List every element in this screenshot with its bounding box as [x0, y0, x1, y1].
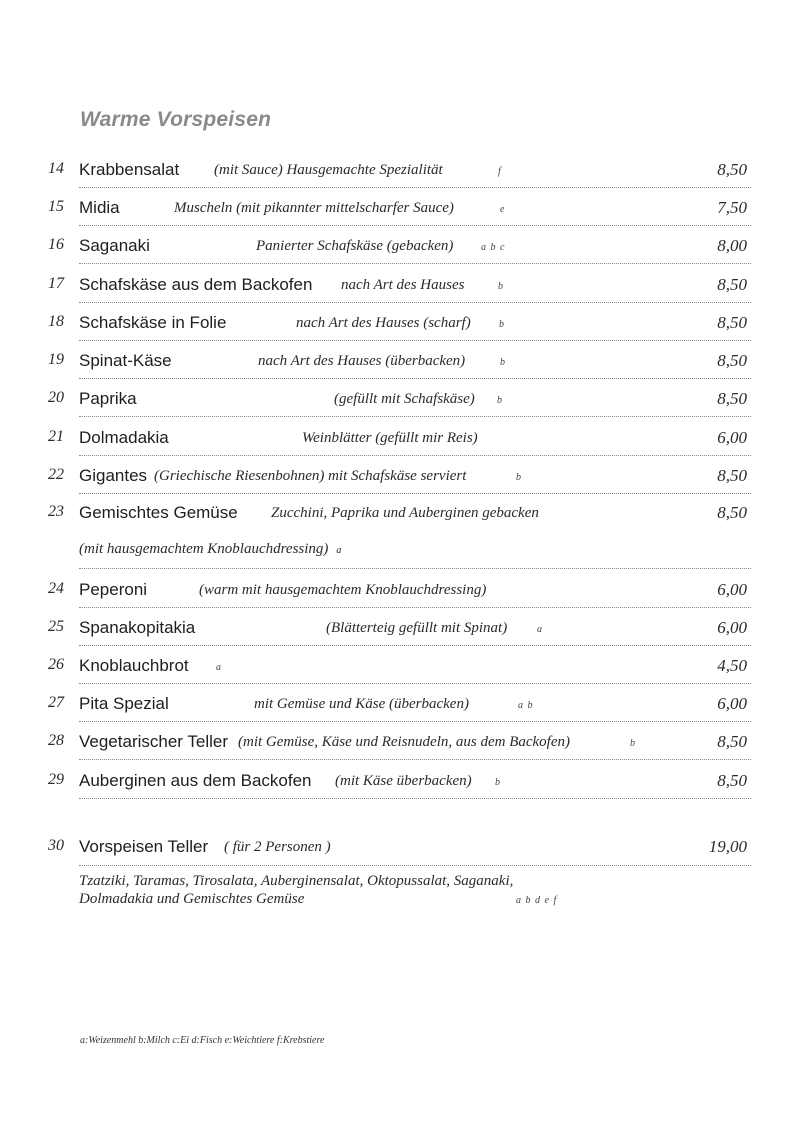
- item-price: 6,00: [717, 618, 747, 637]
- item-name: Spinat-Käse: [79, 351, 172, 370]
- item-number: 14: [48, 160, 64, 177]
- section-title: Warme Vorspeisen: [80, 108, 272, 131]
- item-number: 20: [48, 389, 64, 406]
- item-allergens: b: [630, 738, 636, 749]
- item-allergens: a: [537, 624, 543, 635]
- item-allergens: e: [500, 204, 506, 215]
- item-number: 25: [48, 618, 64, 635]
- item-description: Muscheln (mit pikannter mittelscharfer Sauce): [174, 200, 454, 216]
- item-number: 23: [48, 503, 64, 520]
- item-name: Spanakopitakia: [79, 618, 196, 637]
- item-price: 8,50: [717, 160, 747, 179]
- item-allergens: b: [497, 395, 503, 406]
- divider: [79, 455, 751, 456]
- item-number: 19: [48, 351, 64, 368]
- item-description: (gefüllt mit Schafskäse): [334, 391, 475, 407]
- menu-item: [0, 618, 793, 642]
- item-name: Vorspeisen Teller: [79, 837, 209, 856]
- item-number: 18: [48, 313, 64, 330]
- item-price: 6,00: [717, 694, 747, 713]
- menu-item: [0, 198, 793, 222]
- item-description: (mit Käse überbacken): [335, 773, 472, 789]
- item-price: 8,50: [717, 389, 747, 408]
- item-description: Zucchini, Paprika und Auberginen gebacken: [271, 505, 539, 521]
- item-name: Vegetarischer Teller: [79, 732, 228, 751]
- item-price: 7,50: [717, 198, 747, 217]
- menu-item: [0, 313, 793, 337]
- item-allergens: b: [498, 281, 504, 292]
- item-number: 22: [48, 466, 64, 483]
- item-description: Panierter Schafskäse (gebacken): [256, 238, 454, 254]
- item-price: 8,50: [717, 503, 747, 522]
- item-name: Auberginen aus dem Backofen: [79, 771, 312, 790]
- item-number: 24: [48, 580, 64, 597]
- item-price: 8,50: [717, 351, 747, 370]
- divider: [79, 225, 751, 226]
- divider: [79, 187, 751, 188]
- item-allergens: a b c: [481, 242, 506, 253]
- item-name: Peperoni: [79, 580, 148, 599]
- divider: [79, 759, 751, 760]
- item-number: 28: [48, 732, 64, 749]
- divider: [79, 607, 751, 608]
- item-number: 16: [48, 236, 64, 253]
- item-price: 8,50: [717, 732, 747, 751]
- item-allergens: b: [516, 472, 522, 483]
- item-description: (mit Gemüse, Käse und Reisnudeln, aus dem Backofen): [238, 734, 571, 750]
- platter-contents-line: Dolmadakia und Gemischtes Gemüse: [79, 891, 305, 907]
- item-description: (Griechische Riesenbohnen) mit Schafskäse serviert: [154, 468, 467, 484]
- item-price: 6,00: [717, 428, 747, 447]
- item-description: (mit Sauce) Hausgemachte Spezialität: [214, 162, 443, 178]
- platter-allergens: a b d e f: [516, 895, 558, 906]
- divider: [79, 645, 751, 646]
- item-name: Saganaki: [79, 236, 150, 255]
- platter-item: [0, 837, 793, 861]
- item-allergens: b: [499, 319, 505, 330]
- divider: [79, 302, 751, 303]
- item-number: 17: [48, 275, 64, 292]
- menu-item: [0, 160, 793, 184]
- menu-item: [0, 503, 793, 527]
- item-price: 8,50: [717, 771, 747, 790]
- item-description: Weinblätter (gefüllt mir Reis): [302, 430, 478, 446]
- item-name: Schafskäse aus dem Backofen: [79, 275, 313, 294]
- item-allergens: a b: [518, 700, 534, 711]
- divider: [79, 378, 751, 379]
- menu-item: [0, 428, 793, 452]
- item-price: 8,50: [717, 275, 747, 294]
- menu-item: [0, 389, 793, 413]
- item-name: Paprika: [79, 389, 137, 408]
- item-number: 29: [48, 771, 64, 788]
- menu-item: [0, 771, 793, 795]
- item-number: 21: [48, 428, 64, 445]
- item-number: 26: [48, 656, 64, 673]
- item-name: Dolmadakia: [79, 428, 169, 447]
- item-description: (warm mit hausgemachtem Knoblauchdressing): [199, 582, 487, 598]
- item-description: mit Gemüse und Käse (überbacken): [254, 696, 469, 712]
- divider: [79, 865, 751, 866]
- divider: [79, 568, 751, 569]
- item-description: (Blätterteig gefüllt mit Spinat): [326, 620, 508, 636]
- item-description: nach Art des Hauses (überbacken): [258, 353, 466, 369]
- menu-item: [0, 351, 793, 375]
- item-name: Knoblauchbrot: [79, 656, 189, 675]
- divider: [79, 340, 751, 341]
- item-price: 6,00: [717, 580, 747, 599]
- item-number: 27: [48, 694, 64, 711]
- item-name: Pita Spezial: [79, 694, 169, 713]
- item-number: 30: [48, 837, 64, 854]
- divider: [79, 721, 751, 722]
- item-description: nach Art des Hauses: [341, 277, 465, 293]
- menu-item: [0, 732, 793, 756]
- item-price: 8,00: [717, 236, 747, 255]
- platter-contents-line: Tzatziki, Taramas, Tirosalata, Auberginensalat, Oktopussalat, Saganaki,: [79, 873, 514, 889]
- item-allergens: a: [216, 662, 222, 673]
- menu-item: [0, 580, 793, 604]
- divider: [79, 683, 751, 684]
- item-number: 15: [48, 198, 64, 215]
- item-price: 4,50: [717, 656, 747, 675]
- item-price: 8,50: [717, 313, 747, 332]
- item-subline-allergens: a: [336, 545, 343, 556]
- item-allergens: f: [498, 166, 502, 177]
- item-description: ( für 2 Personen ): [224, 839, 331, 855]
- menu-item: [0, 694, 793, 718]
- divider: [79, 493, 751, 494]
- item-name: Gigantes: [79, 466, 148, 485]
- divider: [79, 798, 751, 799]
- item-description: nach Art des Hauses (scharf): [296, 315, 471, 331]
- item-subline-text: (mit hausgemachtem Knoblauchdressing): [79, 541, 329, 557]
- item-name: Schafskäse in Folie: [79, 313, 227, 332]
- menu-item: [0, 466, 793, 490]
- item-allergens: b: [495, 777, 501, 788]
- divider: [79, 263, 751, 264]
- menu-item: [0, 656, 793, 680]
- menu-item: [0, 236, 793, 260]
- item-name: Gemischtes Gemüse: [79, 503, 238, 522]
- menu-item: [0, 275, 793, 299]
- divider: [79, 416, 751, 417]
- item-subline: [79, 541, 342, 558]
- item-name: Midia: [79, 198, 120, 217]
- allergen-footnote: a:Weizenmehl b:Milch c:Ei d:Fisch e:Weichtiere f:Krebstiere: [80, 1035, 325, 1046]
- item-allergens: b: [500, 357, 506, 368]
- item-price: 8,50: [717, 466, 747, 485]
- item-price: 19,00: [708, 837, 747, 856]
- item-name: Krabbensalat: [79, 160, 180, 179]
